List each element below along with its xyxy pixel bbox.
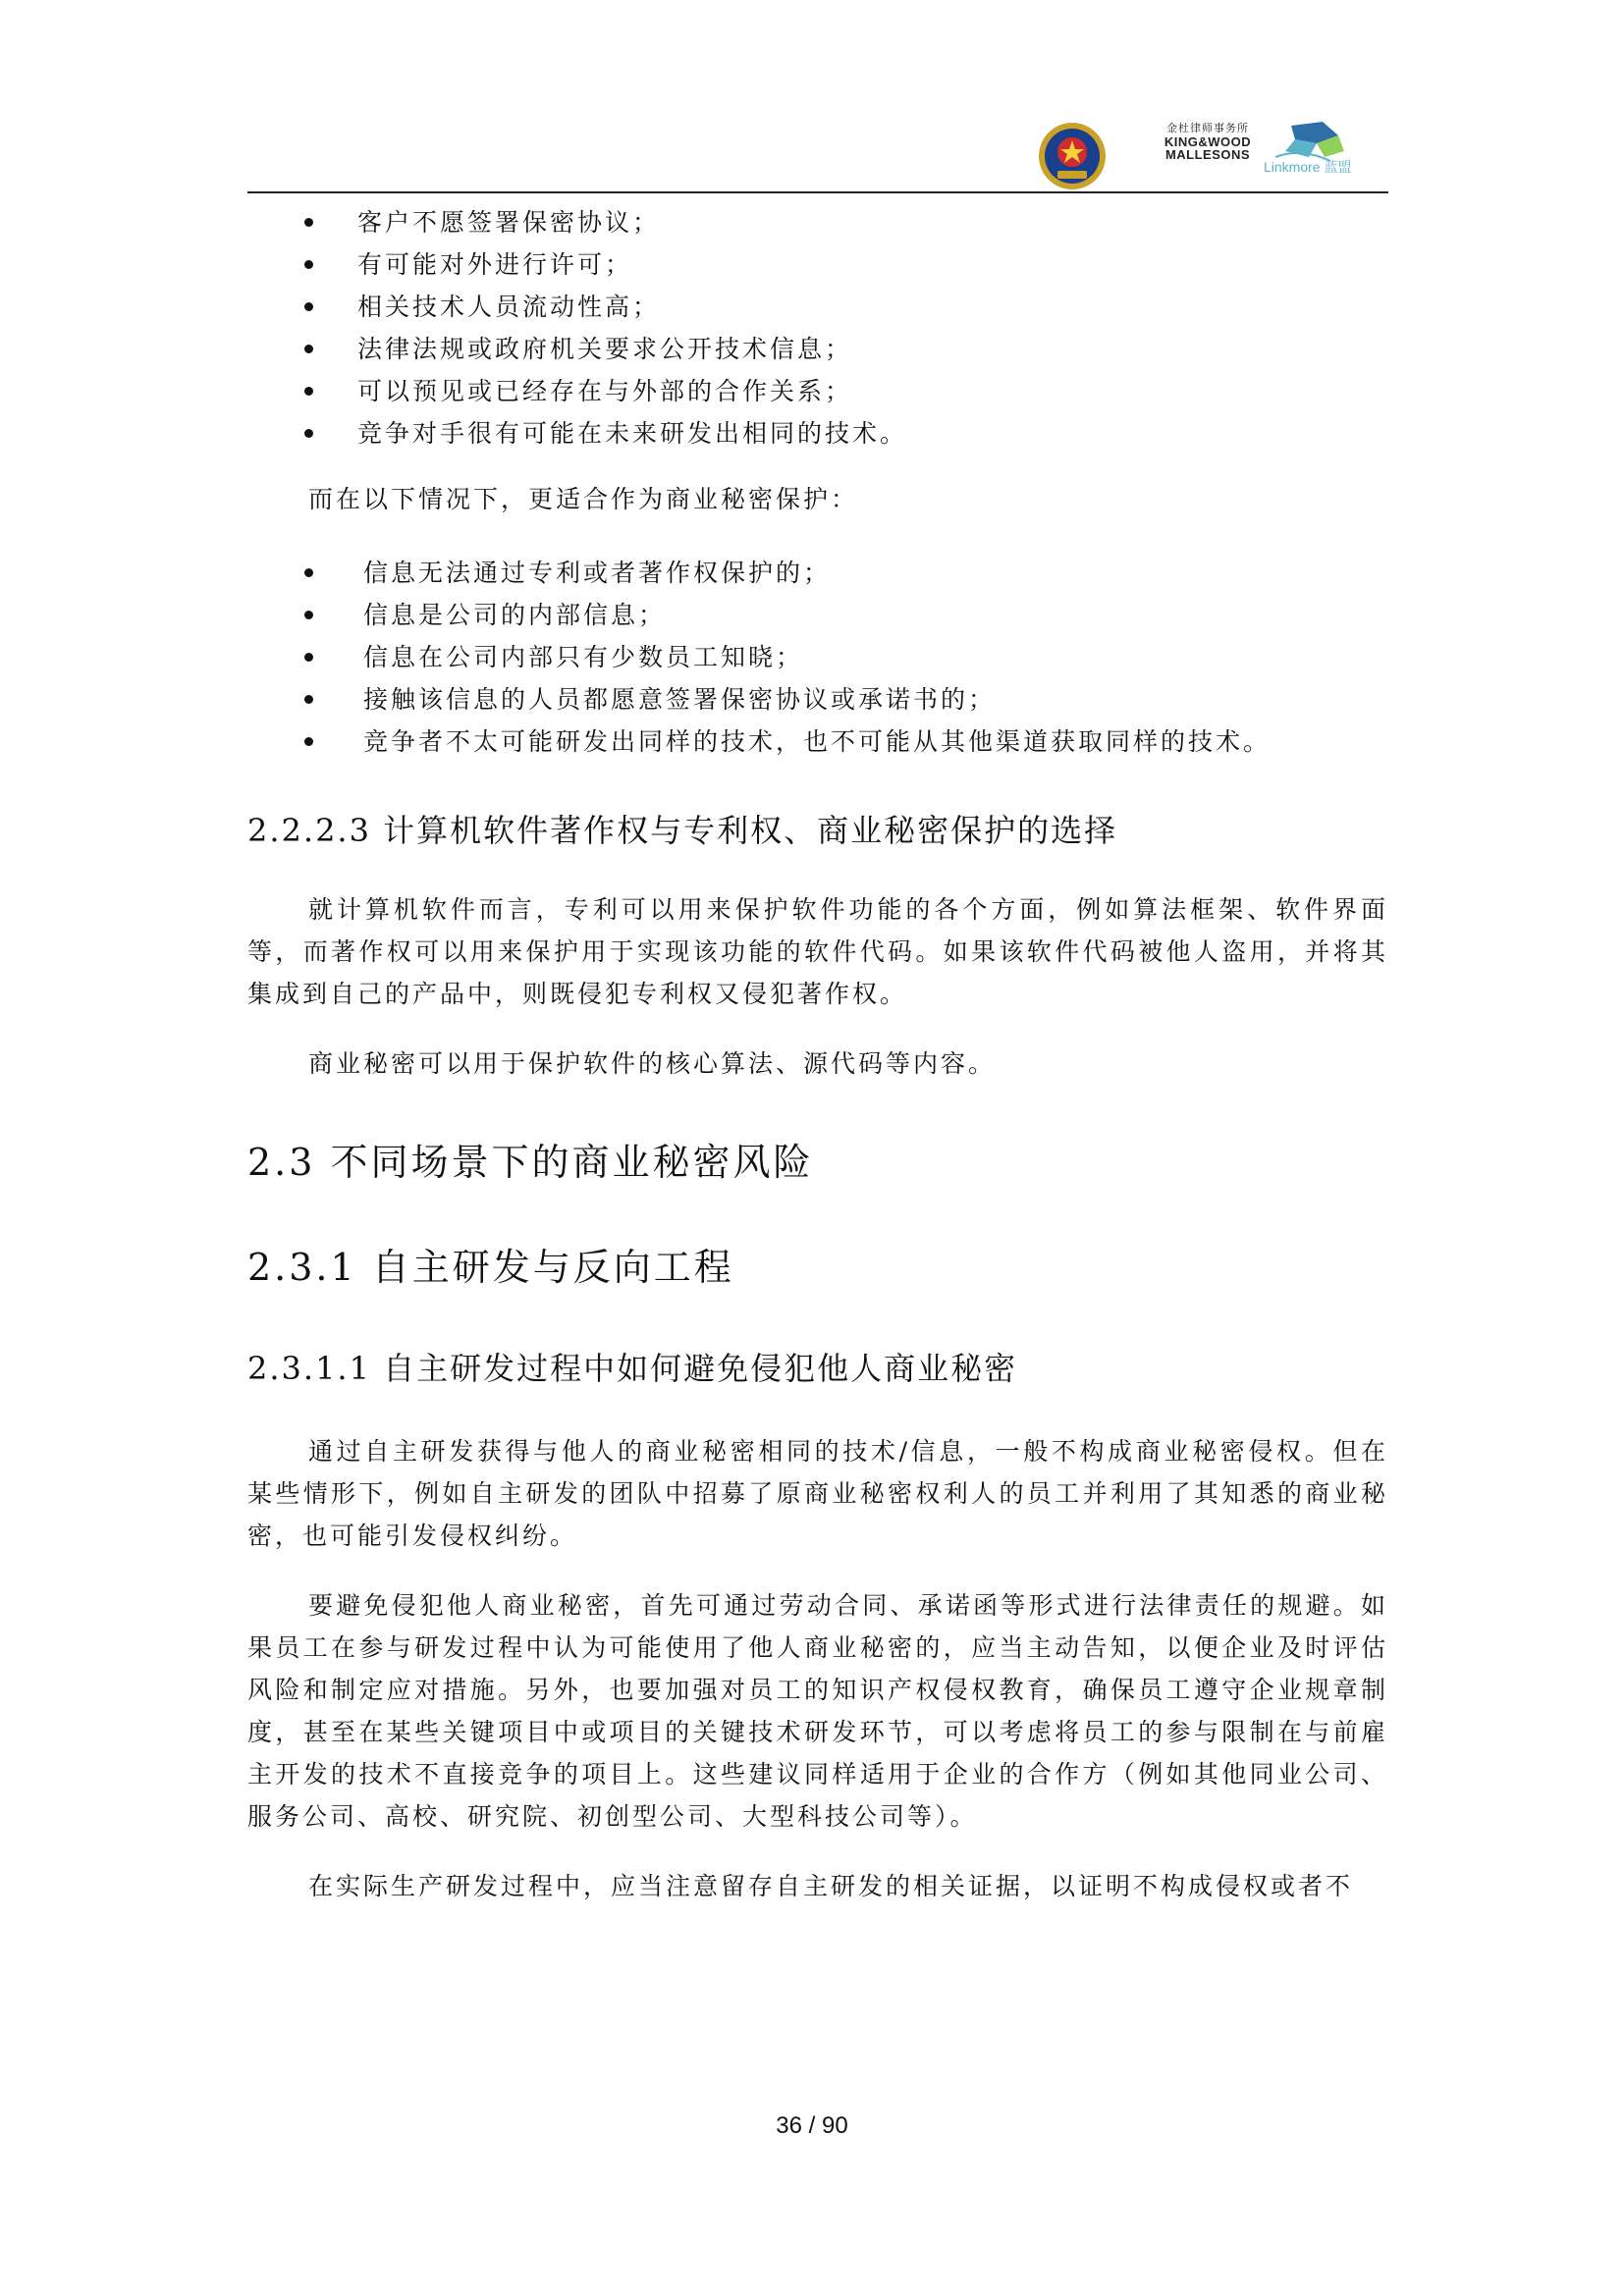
list-item: 信息是公司的内部信息； <box>247 594 1388 636</box>
section-heading-231: 2.3.1 自主研发与反向工程 <box>247 1246 734 1289</box>
bullet-list-second <box>247 552 1388 763</box>
list-item: 法律法规或政府机关要求公开技术信息； <box>247 328 1388 370</box>
bullet-icon <box>304 611 313 619</box>
section-heading-23: 2.3 不同场景下的商业秘密风险 <box>247 1141 814 1184</box>
header-rule <box>247 191 1388 193</box>
bullet-icon <box>304 218 313 227</box>
rd-paragraph-2: 要避免侵犯他人商业秘密，首先可通过劳动合同、承诺函等形式进行法律责任的规避。如果员工在参与研发过程中认为可能使用了他人商业秘密的，应当主动告知，以便企业及时评估风险和制定应对措施。另外，也要加强对员工的知识产权侵权教育，确保员工遵守企业规章制度，甚至在某些关键项目中或项目的关键技术研发环节，可以考虑将员工的参与限制在与前雇主开发的技术不直接竞争的项目上。这些建议同样适用于企业的合作方（例如其他同业公司、服务公司、高校、研究院、初创型公司、大型科技公司等）。 <box>247 1591 1388 1831</box>
bullet-icon <box>304 737 313 746</box>
page-header <box>247 108 1388 190</box>
bullet-icon <box>304 302 313 311</box>
police-emblem-icon <box>1036 120 1109 192</box>
page-number: 36 / 90 <box>776 2112 848 2139</box>
bullet-icon <box>304 653 313 662</box>
trade-secret-paragraph: 商业秘密可以用于保护软件的核心算法、源代码等内容。 <box>308 1049 997 1078</box>
list-item: 信息无法通过专利或者著作权保护的； <box>247 552 1388 594</box>
list-item: 接触该信息的人员都愿意签署保密协议或承诺书的； <box>247 678 1388 721</box>
list-item: 信息在公司内部只有少数员工知晓； <box>247 636 1388 678</box>
section-heading-2311: 2.3.1.1 自主研发过程中如何避免侵犯他人商业秘密 <box>247 1350 1018 1387</box>
page-body <box>247 201 1388 1907</box>
list-item: 可以预见或已经存在与外部的合作关系； <box>247 370 1388 412</box>
bullet-icon <box>304 695 313 704</box>
linkmore-logo-text: Linkmore 蓝盟 <box>1264 159 1352 175</box>
bullet-icon <box>304 568 313 577</box>
rd-paragraph-3: 在实际生产研发过程中，应当注意留存自主研发的相关证据，以证明不构成侵权或者不 <box>308 1872 1354 1900</box>
section-heading-2223: 2.2.2.3 计算机软件著作权与专利权、商业秘密保护的选择 <box>247 812 1118 849</box>
bullet-icon <box>304 345 313 353</box>
bullet-list-top <box>247 201 1388 454</box>
list-item: 客户不愿签署保密协议； <box>247 201 1388 243</box>
list-item: 有可能对外进行许可； <box>247 243 1388 286</box>
linkmore-logo-icon <box>1262 118 1370 188</box>
bullet-icon <box>304 387 313 396</box>
list-item: 竞争对手很有可能在未来研发出相同的技术。 <box>247 412 1388 454</box>
list-item: 相关技术人员流动性高； <box>247 286 1388 328</box>
list-item: 竞争者不太可能研发出同样的技术，也不可能从其他渠道获取同样的技术。 <box>247 721 1388 763</box>
software-paragraph: 就计算机软件而言，专利可以用来保护软件功能的各个方面，例如算法框架、软件界面等，而著作权可以用来保护用于实现该功能的软件代码。如果该软件代码被他人盗用，并将其集成到自己的产品中，则既侵犯专利权又侵犯著作权。 <box>247 895 1388 1008</box>
rd-paragraph-1: 通过自主研发获得与他人的商业秘密相同的技术/信息，一般不构成商业秘密侵权。但在某些情形下，例如自主研发的团队中招募了原商业秘密权利人的员工并利用了其知悉的商业秘密，也可能引发侵权纠纷。 <box>247 1437 1388 1550</box>
bullet-icon <box>304 429 313 438</box>
bullet-icon <box>304 260 313 269</box>
intro-paragraph: 而在以下情况下，更适合作为商业秘密保护： <box>308 485 859 513</box>
kwm-logo: 金杜律师事务所 KING&WOOD MALLESONS <box>1164 123 1252 163</box>
